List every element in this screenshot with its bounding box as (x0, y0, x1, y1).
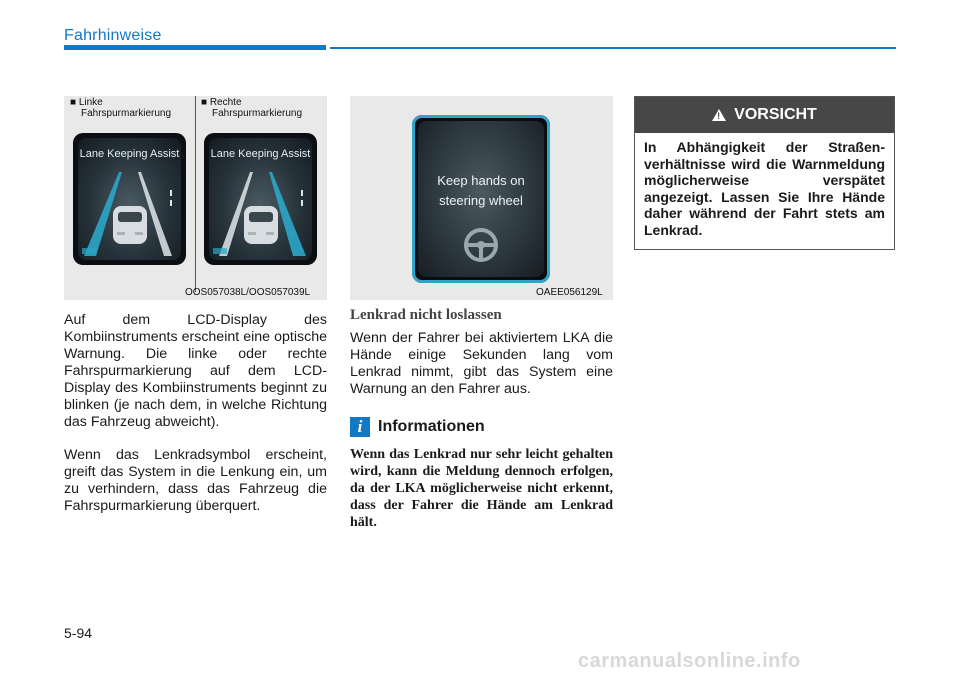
info-body: Wenn das Lenkrad nur sehr leicht gehalten wird, kann die Meldung dennoch erfolgen, da der LKA möglicherweise nicht erkennt, dass der Fahrer die Hände am Lenkrad hält. (350, 447, 613, 530)
figure-hands-on-warning (350, 96, 613, 300)
car-body (244, 206, 278, 244)
car-window (249, 212, 273, 222)
caption-right-line1: Rechte (209, 97, 242, 108)
body-paragraph-3: Wenn der Fahrer bei aktiviertem LKA die Hände einige Sekunden lang vom Lenkrad nimmt, gibt das System eine Warnung an den Fahrer aus. (350, 330, 613, 397)
page-number: 5-94 (64, 625, 93, 641)
figure-code: OOS057038L/OOS057039L (185, 287, 311, 298)
caution-header (635, 97, 894, 133)
figure-divider (195, 96, 196, 292)
caption-right-line2: Fahrspurmarkierung (212, 108, 303, 119)
lka-screen-left-title: Lane Keeping Assist (79, 148, 180, 160)
body-paragraph-1: Auf dem LCD-Display des Kombiinstruments erscheint eine optische Warnung. Die linke oder rechte Fahrspurmarkierung auf dem LCD-Display des Kombiinstruments beginnt zu blinken (je nach dem, in welche Richtung das Fahrzeug abweicht). (64, 312, 327, 430)
lka-screen-right (204, 133, 317, 265)
caption-right-marker: ■ (201, 97, 208, 108)
warning-screen-text (418, 171, 544, 211)
caption-left-marker: ■ (70, 97, 77, 108)
subheading: Lenkrad nicht loslassen (350, 307, 502, 323)
section-title: Fahrhinweise (64, 27, 162, 44)
car-body (113, 206, 147, 244)
lane-car-graphic-left (78, 138, 181, 260)
figure-lane-markings (64, 96, 327, 300)
caution-box (634, 96, 895, 250)
header-rule-thin (330, 47, 896, 49)
warning-screen (412, 115, 550, 283)
watermark: carmanualsonline.info (578, 650, 801, 672)
figure-code: OAEE056129L (536, 287, 603, 298)
body-paragraph-2: Wenn das Lenkradsymbol erscheint, greift das System in die Lenkung ein, um zu verhindern, dass das Fahrzeug die Fahrspurmarkierung überquert. (64, 447, 327, 514)
lka-screen-right-title: Lane Keeping Assist (210, 148, 311, 160)
caution-title: VORSICHT (734, 106, 817, 123)
info-label: Informationen (378, 418, 485, 435)
caution-body: In Abhängigkeit der Straßenverhältnisse wird die Warnmeldung möglicherweise verspätet angezeigt. Lassen Sie Ihre Hände daher während der Fahrt stets am Lenkrad. (644, 139, 885, 238)
warning-line1: Keep hands on (437, 173, 525, 188)
warning-line2: steering wheel (439, 193, 523, 208)
info-heading (350, 417, 485, 437)
header-rule-thick (64, 45, 326, 50)
car-window (118, 212, 142, 222)
caption-left-line2: Fahrspurmarkierung (81, 108, 172, 119)
lane-car-graphic-right (209, 138, 312, 260)
caption-left-line1: Linke (78, 97, 103, 108)
warning-triangle-icon: ! (712, 109, 726, 121)
steering-wheel-icon (461, 225, 501, 265)
caption-right (201, 97, 302, 119)
caption-left (70, 97, 171, 119)
lka-screen-left (73, 133, 186, 265)
info-icon: i (350, 417, 370, 437)
